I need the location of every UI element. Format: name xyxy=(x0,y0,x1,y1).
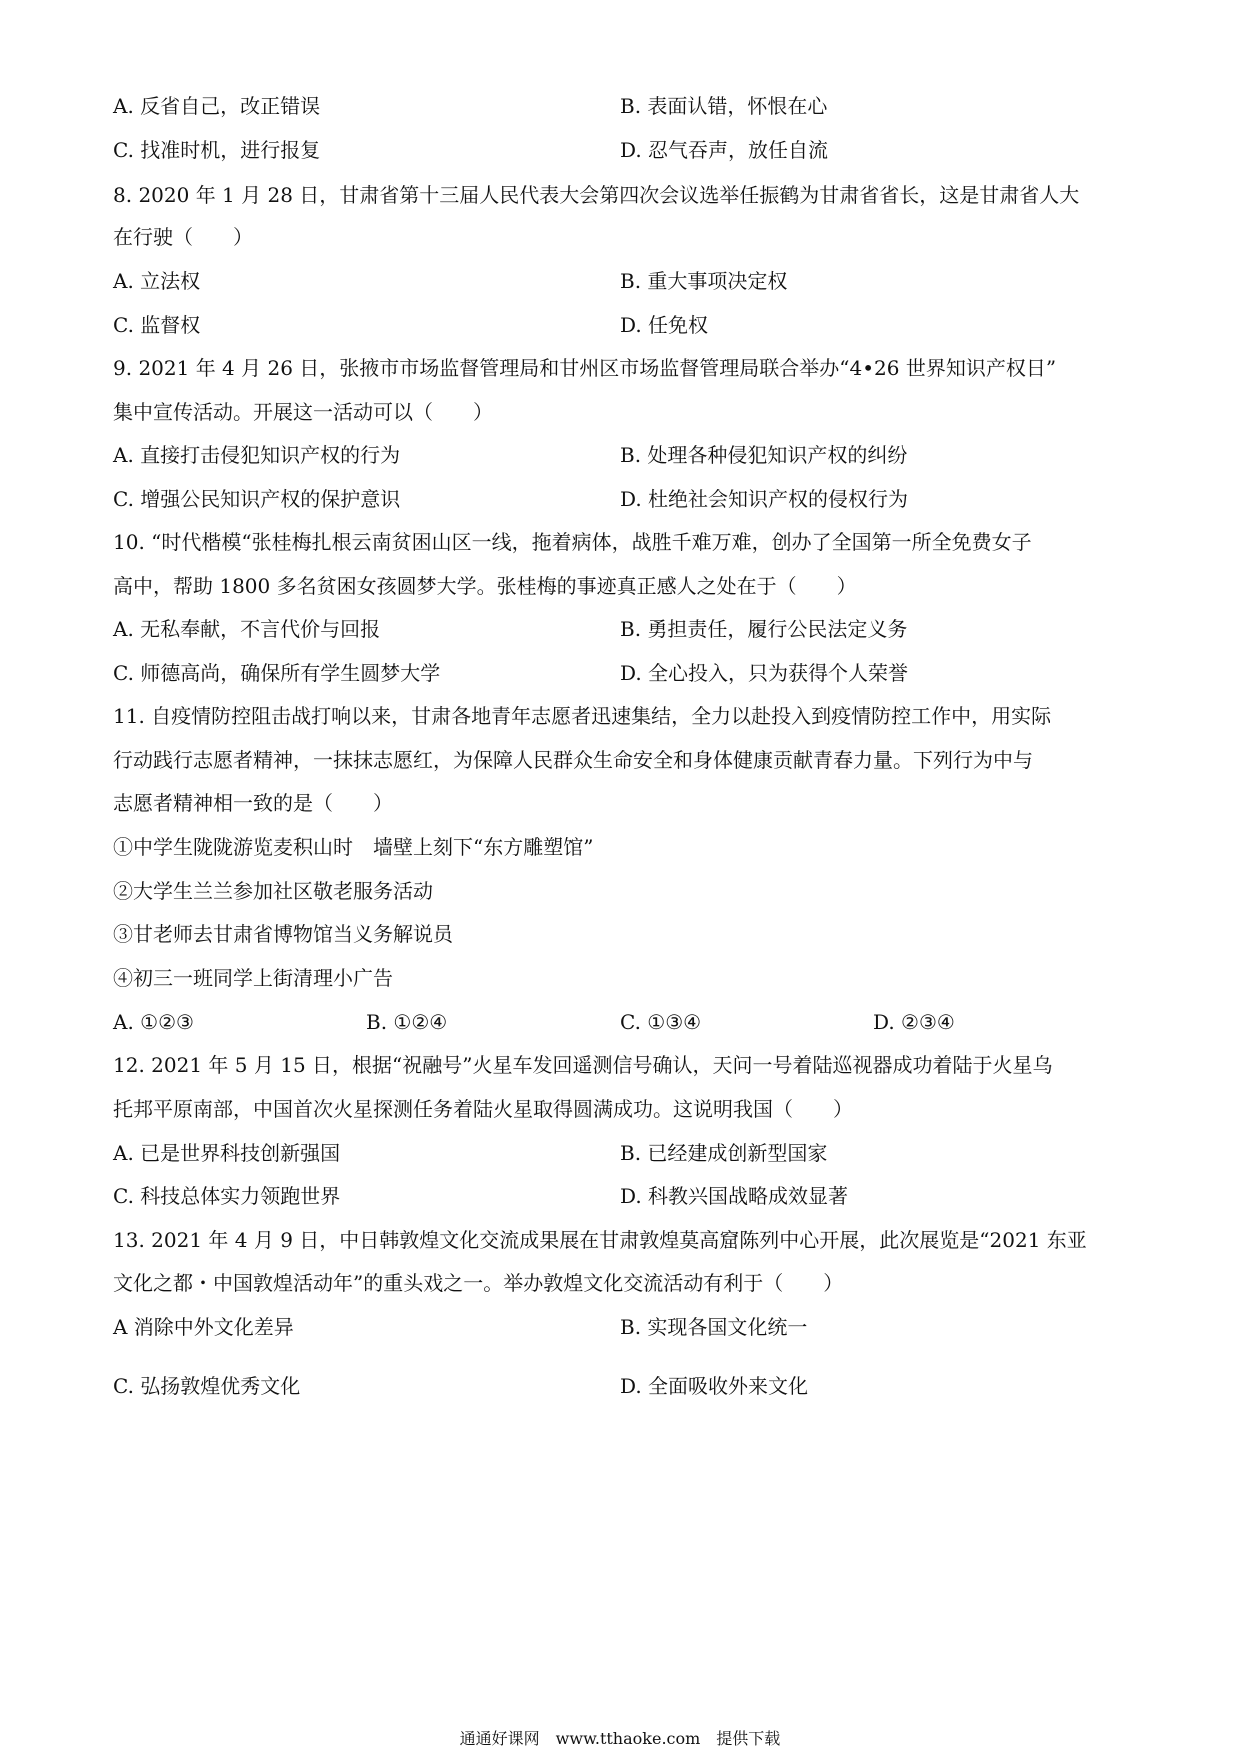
q11-stem-line-1: 11. 自疫情防控阻击战打响以来，甘肃各地青年志愿者迅速集结，全力以赴投入到疫情防控工作中，用实际 xyxy=(113,704,1052,728)
q10-option-a: A. 无私奉献，不言代价与回报 xyxy=(113,617,381,641)
q13-options-row-2 xyxy=(113,1371,1133,1401)
q12-option-a: A. 已是世界科技创新强国 xyxy=(113,1141,341,1165)
q13-options-row-1 xyxy=(113,1312,1133,1342)
q13-option-c: C. 弘扬敦煌优秀文化 xyxy=(113,1374,301,1398)
q13-stem-line-2: 文化之都・中国敦煌活动年”的重头戏之一。举办敦煌文化交流活动有利于（ ） xyxy=(113,1271,844,1295)
q11-stem-line-2: 行动践行志愿者精神，一抹抹志愿红，为保障人民群众生命安全和身体健康贡献青春力量。下列行为中与 xyxy=(113,748,1033,772)
q9-options-row-1 xyxy=(113,440,1133,470)
q11-option-b: B. ①②④ xyxy=(366,1010,448,1034)
q10-option-b: B. 勇担责任，履行公民法定义务 xyxy=(620,617,908,641)
q12-option-b: B. 已经建成创新型国家 xyxy=(620,1141,828,1165)
q9-option-a: A. 直接打击侵犯知识产权的行为 xyxy=(113,443,401,467)
q11-option-c: C. ①③④ xyxy=(620,1010,702,1034)
q10-options-row-2 xyxy=(113,658,1133,688)
q11-item-1: ①中学生陇陇游览麦积山时 墙壁上刻下“东方雕塑馆” xyxy=(113,835,594,859)
q7-options-row-1 xyxy=(113,91,1133,121)
q13-option-b: B. 实现各国文化统一 xyxy=(620,1315,808,1339)
q8-options-row-1 xyxy=(113,266,1133,296)
q12-stem-line-1: 12. 2021 年 5 月 15 日，根据“祝融号”火星车发回遥测信号确认，天问一号着陆巡视器成功着陆于火星乌 xyxy=(113,1053,1053,1077)
q11-options-row xyxy=(113,1007,1133,1037)
q11-item-4: ④初三一班同学上街清理小广告 xyxy=(113,966,393,990)
q9-option-c: C. 增强公民知识产权的保护意识 xyxy=(113,487,401,511)
q11-option-d: D. ②③④ xyxy=(873,1010,955,1034)
q12-options-row-2 xyxy=(113,1181,1133,1211)
q7-option-a: A. 反省自己，改正错误 xyxy=(113,94,321,118)
q13-option-d: D. 全面吸收外来文化 xyxy=(620,1374,809,1398)
page-footer: 通通好课网 www.tthaoke.com 提供下载 xyxy=(459,1729,781,1748)
q8-options-row-2 xyxy=(113,310,1133,340)
q9-stem-line-1: 9. 2021 年 4 月 26 日，张掖市市场监督管理局和甘州区市场监督管理局联合举办“4•26 世界知识产权日” xyxy=(113,356,1057,380)
q10-stem-line-1: 10. “时代楷模“张桂梅扎根云南贫困山区一线，拖着病体，战胜千难万难，创办了全国第一所全免费女子 xyxy=(113,530,1032,554)
q10-option-d: D. 全心投入，只为获得个人荣誉 xyxy=(620,661,909,685)
q11-option-a: A. ①②③ xyxy=(113,1010,194,1034)
q11-stem-line-3: 志愿者精神相一致的是（ ） xyxy=(113,791,393,815)
q9-options-row-2 xyxy=(113,484,1133,514)
q12-stem-line-2: 托邦平原南部，中国首次火星探测任务着陆火星取得圆满成功。这说明我国（ ） xyxy=(113,1097,853,1121)
q8-stem-line-1: 8. 2020 年 1 月 28 日，甘肃省第十三届人民代表大会第四次会议选举任振鹤为甘肃省省长，这是甘肃省人大 xyxy=(113,183,1080,207)
q7-option-c: C. 找准时机，进行报复 xyxy=(113,138,321,162)
q7-option-d: D. 忍气吞声，放任自流 xyxy=(620,138,829,162)
q9-option-d: D. 杜绝社会知识产权的侵权行为 xyxy=(620,487,909,511)
q13-stem-line-1: 13. 2021 年 4 月 9 日，中日韩敦煌文化交流成果展在甘肃敦煌莫高窟陈列中心开展，此次展览是“2021 东亚 xyxy=(113,1228,1087,1252)
q8-option-c: C. 监督权 xyxy=(113,313,201,337)
q8-option-d: D. 任免权 xyxy=(620,313,709,337)
q11-item-3: ③甘老师去甘肃省博物馆当义务解说员 xyxy=(113,922,453,946)
q10-option-c: C. 师德高尚，确保所有学生圆梦大学 xyxy=(113,661,441,685)
q11-item-2: ②大学生兰兰参加社区敬老服务活动 xyxy=(113,879,433,903)
q10-stem-line-2: 高中，帮助 1800 多名贫困女孩圆梦大学。张桂梅的事迹真正感人之处在于（ ） xyxy=(113,574,857,598)
q9-stem-line-2: 集中宣传活动。开展这一活动可以（ ） xyxy=(113,400,493,424)
q8-option-b: B. 重大事项决定权 xyxy=(620,269,788,293)
q9-option-b: B. 处理各种侵犯知识产权的纠纷 xyxy=(620,443,908,467)
q13-option-a: A 消除中外文化差异 xyxy=(113,1315,294,1339)
q12-option-c: C. 科技总体实力领跑世界 xyxy=(113,1184,341,1208)
q8-option-a: A. 立法权 xyxy=(113,269,201,293)
q12-options-row-1 xyxy=(113,1138,1133,1168)
q12-option-d: D. 科教兴国战略成效显著 xyxy=(620,1184,849,1208)
q7-option-b: B. 表面认错，怀恨在心 xyxy=(620,94,828,118)
q10-options-row-1 xyxy=(113,614,1133,644)
q7-options-row-2 xyxy=(113,135,1133,165)
q8-stem-line-2: 在行驶（ ） xyxy=(113,225,253,249)
